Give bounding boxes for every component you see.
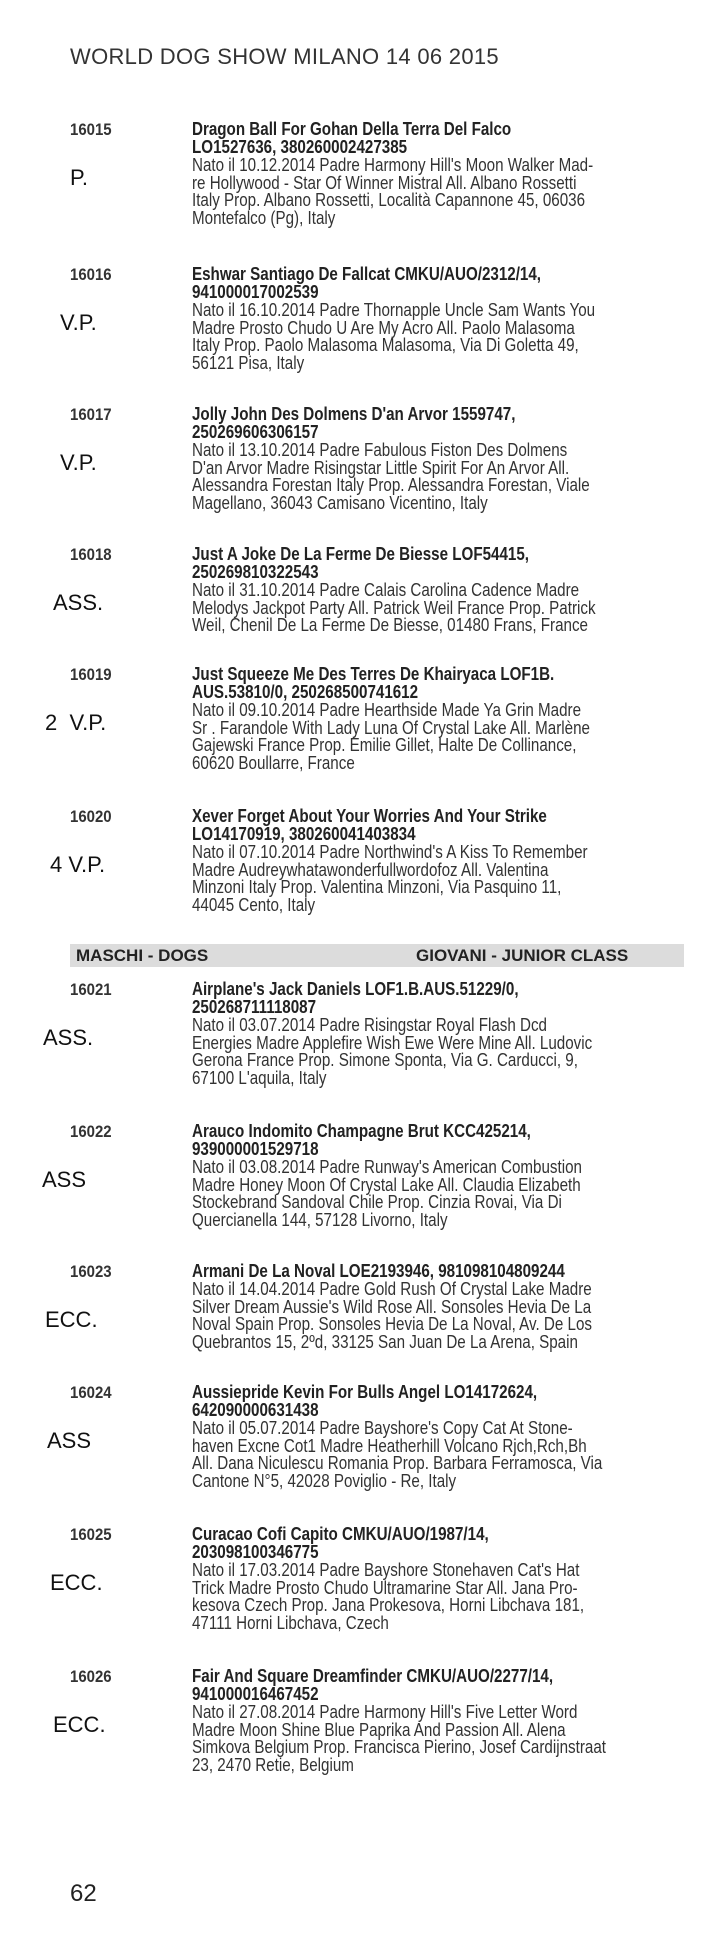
- dog-name-registration: Xever Forget About Your Worries And Your Strike: [192, 805, 547, 826]
- entry-number: 16024: [70, 1383, 112, 1402]
- entry-number: 16023: [70, 1262, 112, 1281]
- entry-details-line: Sr . Farandole With Lady Luna Of Crystal Lake All. Marlène: [192, 716, 590, 738]
- entry-text: [192, 1667, 639, 1773]
- dog-name-registration: Curacao Cofi Capito CMKU/AUO/1987/14,: [192, 1523, 489, 1544]
- entry-details-line: Nato il 14.04.2014 Padre Gold Rush Of Crystal Lake Madre: [192, 1278, 592, 1299]
- dog-name-registration: Fair And Square Dreamfinder CMKU/AUO/2277/14,: [192, 1665, 554, 1686]
- entry-details-line: Nato il 16.10.2014 Padre Thornapple Uncle Sam Wants You: [192, 299, 596, 320]
- handwritten-grade: ECC.: [53, 1712, 106, 1737]
- entry-number: 16020: [70, 807, 112, 826]
- dog-name-registration: Aussiepride Kevin For Bulls Angel LO14172624,: [192, 1381, 538, 1402]
- handwritten-grade: 2 V.P.: [45, 710, 107, 735]
- dog-name-registration: LO14170919, 380260041403834: [192, 823, 416, 844]
- dog-name-registration: Arauco Indomito Champagne Brut KCC425214,: [192, 1120, 531, 1141]
- entry-text: [192, 1383, 639, 1489]
- entry-text: [192, 405, 639, 511]
- entry-text: [192, 980, 639, 1086]
- dog-name-registration: Jolly John Des Dolmens D'an Arvor 1559747,: [192, 403, 516, 424]
- dog-name-registration: Just A Joke De La Ferme De Biesse LOF54415,: [192, 543, 529, 564]
- section-sex-label: MASCHI - DOGS: [76, 946, 209, 965]
- entry-number: 16021: [70, 980, 112, 999]
- entry-text: [192, 1525, 639, 1631]
- entry-details-line: Madre Honey Moon Of Crystal Lake All. Claudia Elizabeth: [192, 1173, 581, 1195]
- entry-details-line: Nato il 03.08.2014 Padre Runway's American Combustion: [192, 1156, 582, 1177]
- entry-text: [192, 1122, 639, 1228]
- entry-number: 16015: [70, 120, 112, 139]
- page-number: 62: [70, 1880, 97, 1907]
- handwritten-grade: ECC.: [50, 1570, 103, 1595]
- handwritten-grade: ASS: [42, 1167, 87, 1192]
- entry-details-line: Nato il 10.12.2014 Padre Harmony Hill's Moon Walker Mad-: [192, 154, 594, 175]
- entry-details-line: Cantone N°5, 42028 Poviglio - Re, Italy: [192, 1469, 457, 1491]
- entry-details-line: Nato il 13.10.2014 Padre Fabulous Fiston Des Dolmens: [192, 439, 568, 460]
- page-header: WORLD DOG SHOW MILANO 14 06 2015: [70, 44, 499, 69]
- dog-name-registration: AUS.53810/0, 250268500741612: [192, 681, 419, 702]
- entry-details-line: Nato il 09.10.2014 Padre Hearthside Made Ya Grin Madre: [192, 699, 582, 720]
- handwritten-grade: 4 V.P.: [50, 852, 106, 877]
- dog-name-registration: 941000017002539: [192, 281, 319, 302]
- entry-details-line: Simkova Belgium Prop. Francisca Pierino, Josef Cardijnstraat: [192, 1736, 606, 1757]
- entry-details-line: re Hollywood - Star Of Winner Mistral All. Albano Rossetti: [192, 171, 577, 193]
- entry-text: [192, 545, 639, 634]
- dog-name-registration: 250269606306157: [192, 421, 319, 442]
- dog-name-registration: Dragon Ball For Gohan Della Terra Del Falco: [192, 118, 512, 139]
- entry-details-line: Nato il 27.08.2014 Padre Harmony Hill's Five Letter Word: [192, 1701, 578, 1722]
- entry-details-line: Madre Prosto Chudo U Are My Acro All. Paolo Malasoma: [192, 316, 575, 338]
- entry-details-line: 67100 L'aquila, Italy: [192, 1066, 327, 1088]
- entry-number: 16019: [70, 665, 112, 684]
- entry-details-line: Montefalco (Pg), Italy: [192, 206, 336, 228]
- entry-number: 16025: [70, 1525, 112, 1544]
- class-section-band: [70, 944, 684, 967]
- entry-number: 16017: [70, 405, 112, 424]
- entry-details-line: Nato il 31.10.2014 Padre Calais Carolina Cadence Madre: [192, 579, 580, 600]
- entry-details-line: 56121 Pisa, Italy: [192, 351, 305, 373]
- handwritten-grade: V.P.: [60, 310, 97, 335]
- entry-details-line: 47111 Horni Libchava, Czech: [192, 1611, 389, 1633]
- entry-text: [192, 265, 639, 371]
- entry-details-line: Nato il 07.10.2014 Padre Northwind's A Kiss To Remember: [192, 841, 588, 862]
- entry-details-line: haven Excne Cot1 Madre Heatherhill Volcano Rjch,Rch,Bh: [192, 1434, 587, 1456]
- entry-text: [192, 807, 639, 913]
- entry-text: [192, 120, 639, 226]
- entry-details-line: Quercianella 144, 57128 Livorno, Italy: [192, 1208, 448, 1230]
- entry-details-line: Minzoni Italy Prop. Valentina Minzoni, Via Pasquino 11,: [192, 876, 562, 897]
- entry-details-line: Stockebrand Sandoval Chile Prop. Cinzia Rovai, Via Di: [192, 1191, 562, 1212]
- entry-details-line: Silver Dream Aussie's Wild Rose All. Sonsoles Hevia De La: [192, 1295, 592, 1317]
- entry-details-line: Madre Moon Shine Blue Paprika And Passion All. Alena: [192, 1718, 566, 1740]
- dog-name-registration: 939000001529718: [192, 1138, 319, 1159]
- entry-text: [192, 665, 639, 771]
- entry-details-line: 60620 Boullarre, France: [192, 751, 355, 773]
- entry-details-line: Weil, Chenil De La Ferme De Biesse, 01480 Frans, France: [192, 614, 589, 635]
- entry-details-line: All. Dana Niculescu Romania Prop. Barbara Ferramosca, Via: [192, 1452, 603, 1473]
- entry-details-line: D'an Arvor Madre Risingstar Little Spirit For An Arvor All.: [192, 456, 570, 478]
- entry-details-line: Italy Prop. Albano Rossetti, Località Capannone 45, 06036: [192, 189, 586, 210]
- handwritten-grade: ASS: [47, 1428, 92, 1453]
- dog-name-registration: 250268711118087: [192, 996, 317, 1017]
- handwritten-grade: V.P.: [60, 450, 97, 475]
- entry-details-line: Energies Madre Applefire Wish Ewe Were Mine All. Ludovic: [192, 1031, 593, 1053]
- entry-details-line: Trick Madre Prosto Chudo Ultramarine Star All. Jana Pro-: [192, 1576, 578, 1598]
- entry-details-line: kesova Czech Prop. Jana Prokesova, Horni Libchava 181,: [192, 1594, 585, 1615]
- entry-details-line: Nato il 17.03.2014 Padre Bayshore Stonehaven Cat's Hat: [192, 1559, 580, 1580]
- dog-name-registration: 642090000631438: [192, 1399, 319, 1420]
- entry-number: 16026: [70, 1667, 112, 1686]
- dog-name-registration: Armani De La Noval LOE2193946, 981098104809244: [192, 1260, 565, 1281]
- entry-details-line: Madre Audreywhatawonderfullwordofoz All. Valentina: [192, 858, 549, 880]
- handwritten-grade: ASS.: [43, 1025, 94, 1050]
- entry-details-line: Melodys Jackpot Party All. Patrick Weil France Prop. Patrick: [192, 596, 596, 618]
- entry-details-line: Alessandra Forestan Italy Prop. Alessandra Forestan, Viale: [192, 474, 590, 495]
- dog-name-registration: Just Squeeze Me Des Terres De Khairyaca LOF1B.: [192, 663, 555, 684]
- dog-name-registration: LO1527636, 380260002427385: [192, 136, 408, 157]
- entry-details-line: Gajewski France Prop. Emilie Gillet, Halte De Collinance,: [192, 734, 577, 755]
- entry-details-line: Italy Prop. Paolo Malasoma Malasoma, Via Di Goletta 49,: [192, 334, 579, 355]
- entry-details-line: Nato il 05.07.2014 Padre Bayshore's Copy Cat At Stone-: [192, 1417, 573, 1438]
- entry-number: 16018: [70, 545, 112, 564]
- dog-name-registration: 250269810322543: [192, 561, 319, 582]
- entry-number: 16016: [70, 265, 112, 284]
- entry-details-line: Magellano, 36043 Camisano Vicentino, Italy: [192, 491, 488, 513]
- entry-details-line: Nato il 03.07.2014 Padre Risingstar Royal Flash Dcd: [192, 1014, 547, 1035]
- dog-name-registration: Eshwar Santiago De Fallcat CMKU/AUO/2312/14,: [192, 263, 542, 284]
- dog-name-registration: 203098100346775: [192, 1541, 319, 1562]
- dog-name-registration: Airplane's Jack Daniels LOF1.B.AUS.51229/0,: [192, 978, 519, 999]
- entry-text: [192, 1262, 639, 1350]
- handwritten-grade: P.: [70, 165, 88, 190]
- entry-details-line: Gerona France Prop. Simone Sponta, Via G. Carducci, 9,: [192, 1049, 578, 1070]
- handwritten-grade: ECC.: [45, 1307, 98, 1332]
- dog-name-registration: 941000016467452: [192, 1683, 319, 1704]
- entry-details-line: Noval Spain Prop. Sonsoles Hevia De La Noval, Av. De Los: [192, 1313, 592, 1334]
- entry-details-line: Quebrantos 15, 2ºd, 33125 San Juan De La Arena, Spain: [192, 1330, 578, 1352]
- entry-details-line: 44045 Cento, Italy: [192, 893, 316, 915]
- entry-details-line: 23, 2470 Retie, Belgium: [192, 1753, 354, 1775]
- entry-number: 16022: [70, 1122, 112, 1141]
- section-class-label: GIOVANI - JUNIOR CLASS: [416, 946, 629, 965]
- handwritten-grade: ASS.: [53, 590, 104, 615]
